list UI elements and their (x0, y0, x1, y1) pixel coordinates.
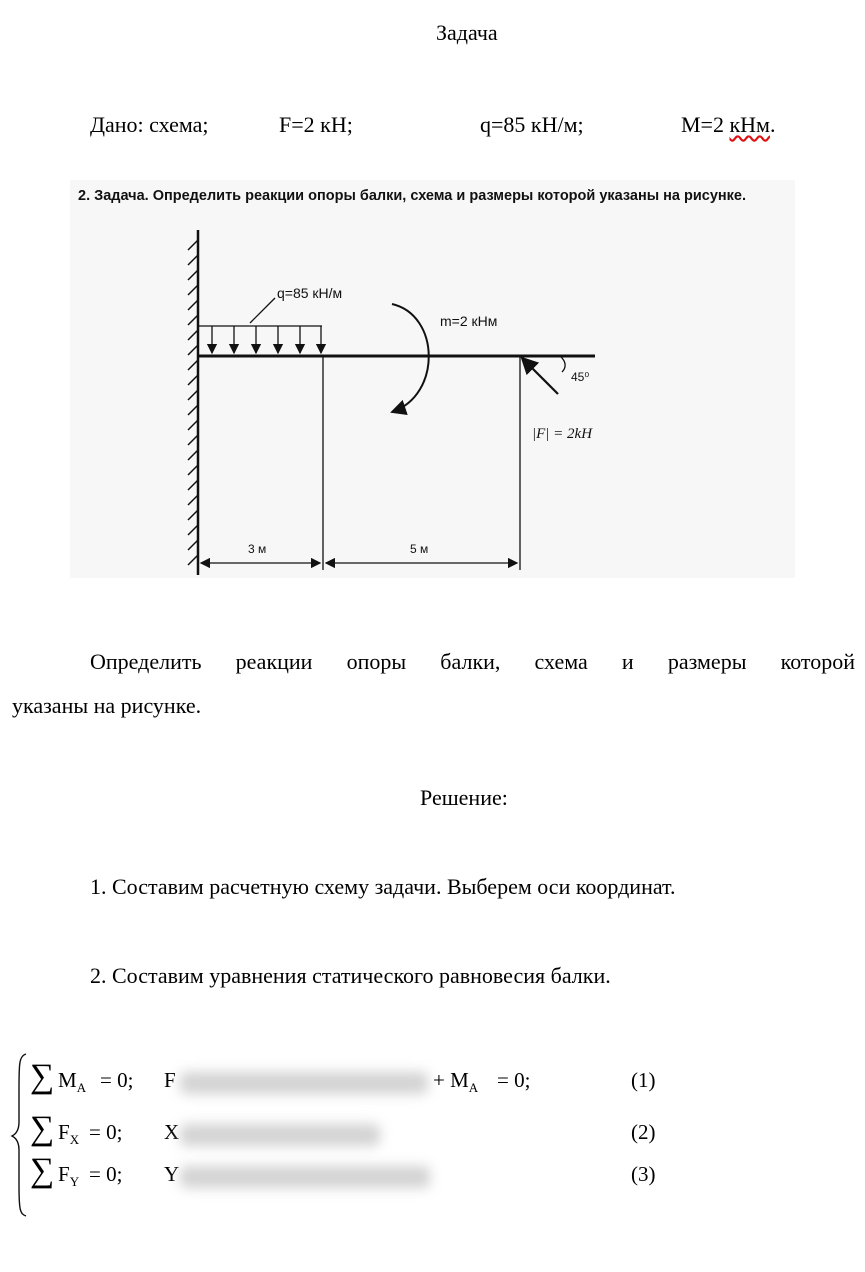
system-brace (10, 1050, 30, 1220)
figure-caption: 2. Задача. Определить реакции опоры балки, схема и размеры которой указаны на рисунке. (78, 188, 747, 204)
dimension-label-2: 5 м (410, 542, 429, 556)
equation-start: X (164, 1120, 180, 1144)
blurred-content (180, 1072, 428, 1094)
angle-label: 45⁰ (571, 370, 590, 384)
equation-eq: = 0; (100, 1068, 134, 1092)
equation-lhs: $F_X$ (58, 1120, 80, 1148)
page-title: Задача (436, 20, 498, 45)
equation-number: (3) (631, 1162, 656, 1186)
equation-eq: = 0; (89, 1120, 123, 1144)
equation-eq: = 0; (89, 1162, 123, 1186)
moment-label: m=2 кНм (440, 313, 498, 329)
equation-lhs: $M_A$ (58, 1068, 87, 1096)
given-load: q=85 кН/м; (480, 112, 584, 137)
problem-line-2: указаны на рисунке. (12, 693, 202, 718)
equation-number: (2) (631, 1120, 656, 1144)
load-label: q=85 кН/м (277, 285, 343, 301)
equation-tail-eq: = 0; (497, 1068, 531, 1092)
equation-lhs: $F_Y$ (58, 1162, 80, 1190)
blurred-content (180, 1124, 380, 1146)
beam-diagram-drawing (70, 180, 795, 578)
equation-start: Y (164, 1162, 180, 1186)
sum-symbol: ∑ (30, 1152, 55, 1189)
sum-symbol: ∑ (30, 1058, 55, 1095)
given-moment: М=2 кНм. (681, 112, 776, 137)
fixed-support-wall (188, 230, 198, 575)
spellcheck-underlined-word: кНм (729, 112, 770, 137)
given-label: Дано: схема; (90, 112, 209, 137)
dimension-label-1: 3 м (248, 542, 267, 556)
equation-start: F (164, 1068, 176, 1092)
step-1: 1. Составим расчетную схему задачи. Выберем оси координат. (90, 874, 676, 899)
blurred-content (180, 1166, 430, 1188)
equation-tail: + $M_A$ (433, 1068, 479, 1096)
force-arrow (522, 358, 558, 394)
problem-statement (12, 640, 855, 728)
step-2: 2. Составим уравнения статического равновесия балки. (90, 963, 611, 988)
force-label: |F| = 2kH (532, 426, 593, 442)
beam-diagram (70, 180, 795, 578)
given-force: F=2 кН; (279, 112, 353, 137)
problem-line-1: Определить реакции опоры балки, схема и размеры которой (90, 649, 855, 674)
moment-arc (392, 304, 429, 412)
distributed-load (198, 298, 322, 353)
equation-number: (1) (631, 1068, 656, 1092)
angle-arc (560, 356, 565, 372)
solution-heading: Решение: (420, 785, 508, 810)
sum-symbol: ∑ (30, 1110, 55, 1147)
